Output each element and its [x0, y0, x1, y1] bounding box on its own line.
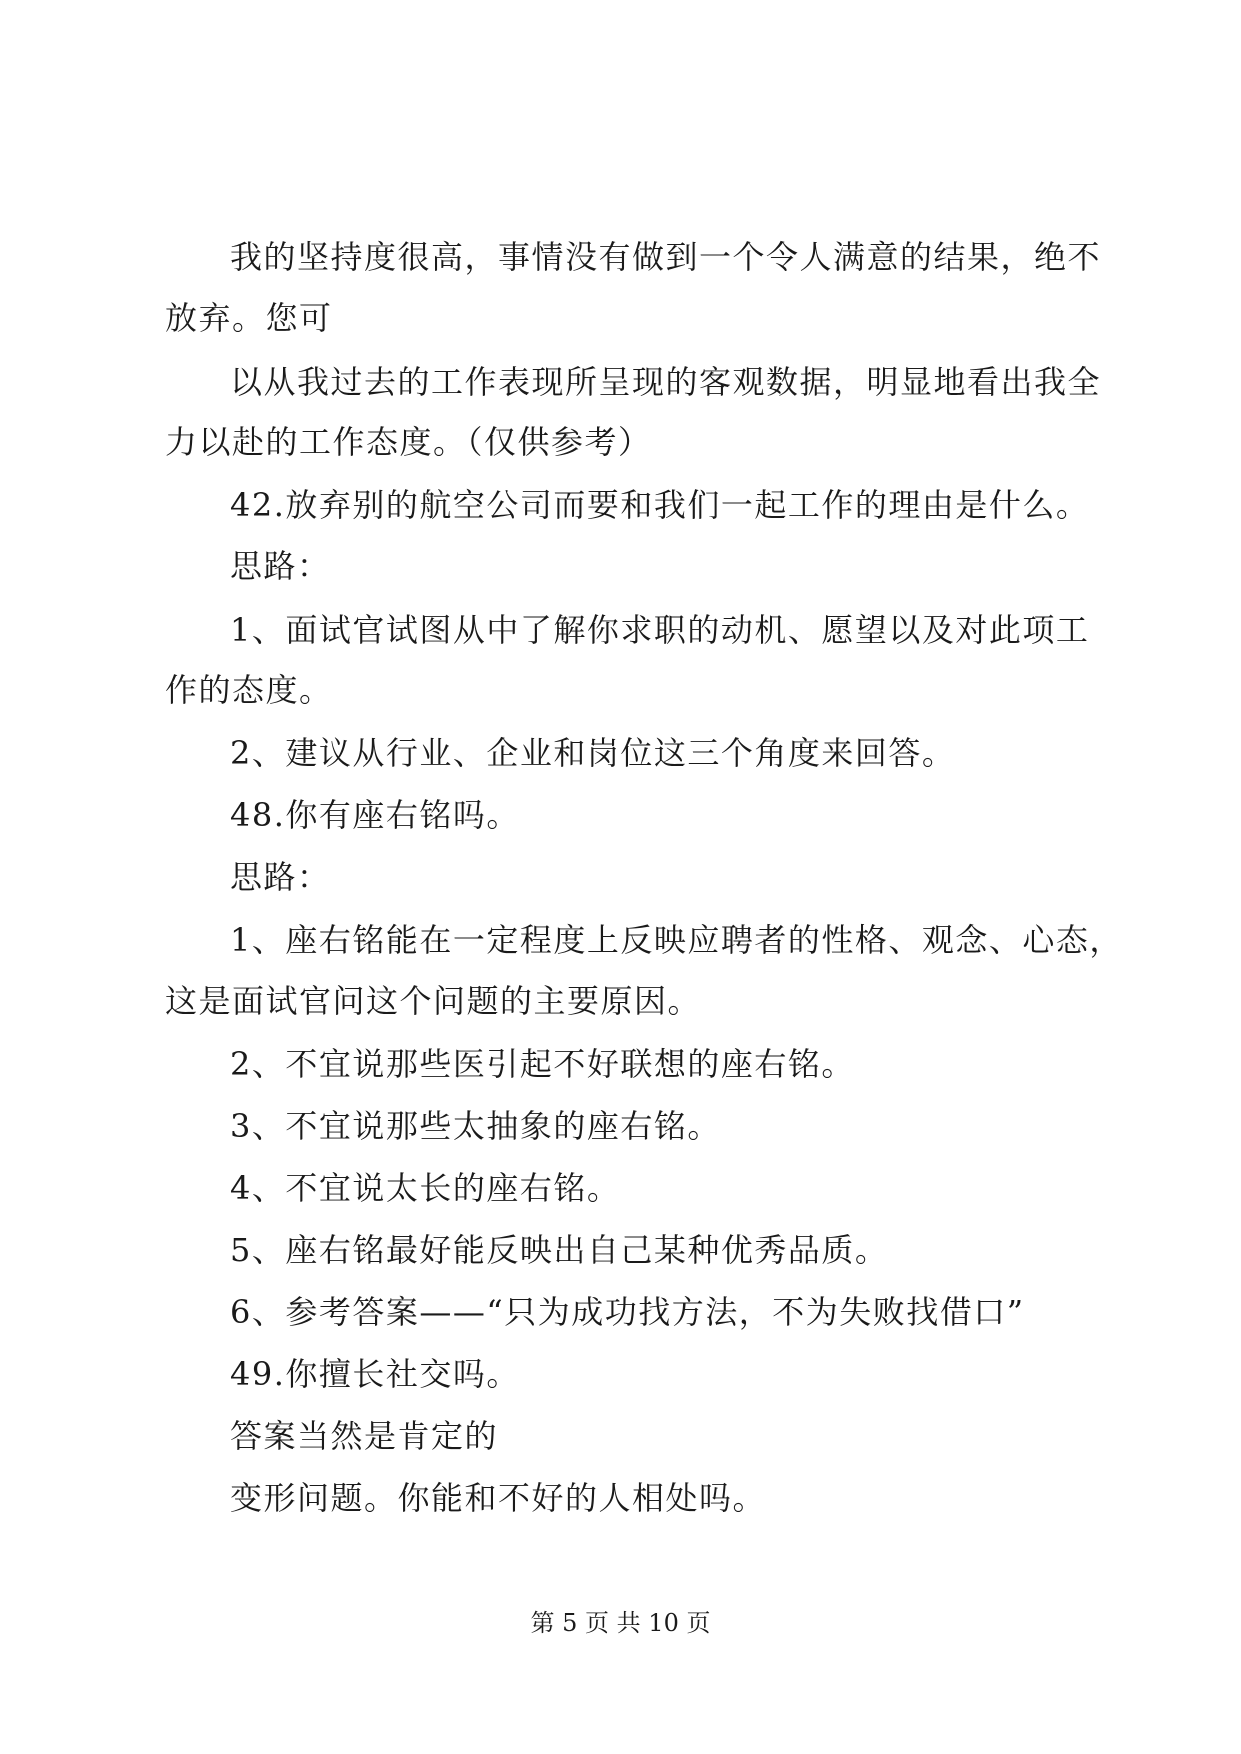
question-heading: 42.放弃别的航空公司而要和我们一起工作的理由是什么。 [230, 486, 1090, 524]
paragraph-line: 变形问题。你能和不好的人相处吗。 [230, 1479, 767, 1517]
paragraph-line: 答案当然是肯定的 [230, 1417, 499, 1455]
paragraph-line: 作的态度。 [165, 671, 333, 709]
page-footer: 第 5 页 共 10 页 [530, 1609, 711, 1637]
list-item: 2、建议从行业、企业和岗位这三个角度来回答。 [230, 734, 956, 772]
list-item: 4、不宜说太长的座右铭。 [230, 1169, 621, 1207]
question-heading: 49.你擅长社交吗。 [230, 1355, 520, 1393]
paragraph-line: 我的坚持度很高，事情没有做到一个令人满意的结果，绝不 [230, 238, 1102, 276]
paragraph-line: 思路： [230, 858, 331, 896]
paragraph-line: 放弃。您可 [165, 299, 333, 337]
paragraph-line: 力以赴的工作态度。（仅供参考） [165, 423, 652, 461]
list-item: 6、参考答案——“只为成功找方法，不为失败找借口” [230, 1293, 1025, 1331]
paragraph-line: 以从我过去的工作表现所呈现的客观数据，明显地看出我全 [230, 363, 1102, 401]
list-item: 1、座右铭能在一定程度上反映应聘者的性格、观念、心态， [230, 921, 1123, 959]
list-item: 2、不宜说那些医引起不好联想的座右铭。 [230, 1045, 855, 1083]
list-item: 3、不宜说那些太抽象的座右铭。 [230, 1107, 721, 1145]
paragraph-line: 思路： [230, 547, 331, 585]
question-heading: 48.你有座右铭吗。 [230, 796, 520, 834]
list-item: 1、面试官试图从中了解你求职的动机、愿望以及对此项工 [230, 611, 1090, 649]
paragraph-line: 这是面试官问这个问题的主要原因。 [165, 982, 702, 1020]
list-item: 5、座右铭最好能反映出自己某种优秀品质。 [230, 1231, 889, 1269]
